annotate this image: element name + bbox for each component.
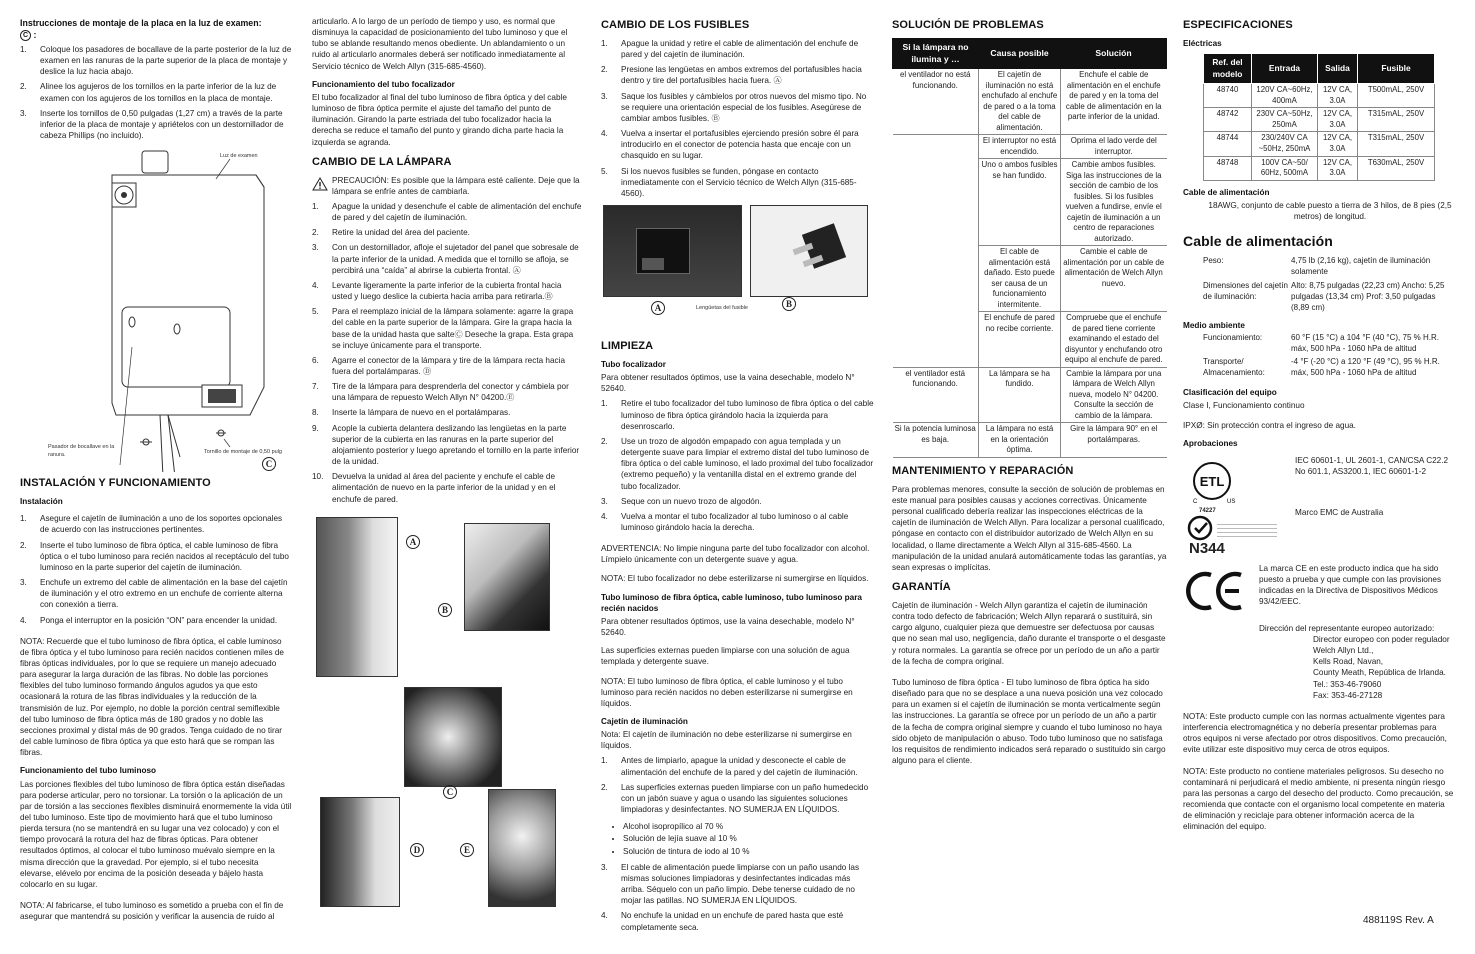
bullet-item: • Solución de tintura de iodo al 10 % — [623, 846, 874, 857]
trouble-cell-cause: La lámpara se ha fundido. — [979, 367, 1061, 423]
trouble-cell-solution: Oprima el lado verde del interruptor. — [1061, 135, 1167, 159]
trouble-cell-solution: Compruebe que el enchufe de pared tiene corriente examinando el estado del disyuntor y enchufando otro equipo al enchufe de pared. — [1061, 312, 1167, 368]
step-number: 1. — [601, 756, 608, 766]
step-text: Inserte el tubo luminoso de fibra óptica, el cable luminoso de fibra óptica o el tubo luminoso para recién nacidos al receptáculo del tubo luminoso en la parte superior del cajetín de iluminación. — [40, 540, 289, 572]
electrical-spec-table — [1203, 53, 1435, 181]
step-text: Alinee los agujeros de los tornillos en la parte inferior de la luz de examen con los agujeros de los tornillos en la placa de montaje. — [40, 82, 277, 103]
ce-mark-icon — [1185, 569, 1245, 613]
step-item — [601, 398, 874, 431]
trouble-cell-solution: Cambie el cable de alimentación por un cable de alimentación de Welch Allyn nuevo. — [1061, 246, 1167, 312]
step-number: 1. — [20, 514, 27, 524]
clean-steps-list — [601, 398, 874, 533]
warranty-box-text: Cajetín de iluminación - Welch Allyn garantiza el cajetín de iluminación contra todo defecto de fabricación; Welch Allyn reparará o sustituirá, sin cargo alguno, cualquier pieza que demuestre ser defectuosa por causas que no sean mal uso, negligencia, daño durante el transporte o el desgaste y rotura normales. La garantía se ofrece por un período de un año a partir de la fecha de compra original. — [892, 600, 1166, 666]
trouble-cell-symptom: el ventilador no está funcionando. — [893, 69, 979, 135]
step-text: Inserte la lámpara de nuevo en el portalámparas. — [332, 408, 511, 418]
spec-header-model: Ref. del modelo — [1204, 54, 1252, 84]
step-number: 2. — [601, 782, 608, 792]
ce-text: La marca CE en este producto indica que ha sido puesto a prueba y que cumple con las provisiones indicadas en la Directiva de Dispositivos Médicos 93/42/EEC. — [1259, 563, 1442, 607]
label-fuse-tabs: Lengüetas del fusible — [696, 304, 748, 311]
spec-value: 60 °F (15 °C) a 104 °F (40 °C), 75 % H.R. máx, 500 hPa - 1060 hPa de altitud — [1291, 332, 1439, 353]
step-item — [601, 436, 874, 492]
spec-key: Dimensiones del cajetín de iluminación: — [1203, 280, 1288, 301]
table-row — [1204, 83, 1435, 107]
step-number: 3. — [601, 862, 608, 872]
ctick-fine-print — [1217, 521, 1277, 539]
mounting-figure — [20, 147, 292, 472]
disinfectant-list — [623, 821, 874, 856]
spec-key: Transporte/ Almacenamiento: — [1203, 357, 1265, 378]
figure-c-photo-label: C — [443, 785, 457, 799]
spec-key: Peso: — [1203, 256, 1224, 266]
step-text: Presione las lengüetas en ambos extremos del portafusibles hacia dentro y tire del portafusibles hacia fuera. Ⓐ — [621, 65, 862, 86]
step-text: Si los nuevos fusibles se funden, póngase en contacto inmediatamente con el Servicio técnico de Welch Allyn (315-685-4560). — [621, 166, 857, 198]
caution-text: PRECAUCIÓN: Es posible que la lámpara esté caliente. Deje que la lámpara se enfríe antes de cambiarla. — [332, 175, 580, 196]
label-exam-light: Luz de examen — [220, 153, 258, 160]
step-item — [312, 227, 582, 238]
trouble-header-solution: Solución — [1061, 38, 1167, 68]
step-text: Con un destornillador, afloje el sujetador del panel que sobresale de la parte inferior de la unidad. A medida que el tornillo se afloja, se percibirá una “caída” al abrirse la cubierta frontal. Ⓐ — [332, 243, 579, 275]
exam-light-mount-illustration — [20, 147, 292, 472]
table-row — [1204, 108, 1435, 132]
step-number: 2. — [20, 540, 27, 550]
step-number: 2. — [20, 82, 27, 92]
step-number: 4. — [601, 129, 608, 139]
step-item — [601, 511, 874, 533]
figure-a-label: A — [406, 535, 420, 549]
step-item — [601, 128, 874, 161]
maintenance-text: Para problemas menores, consulte la sección de solución de problemas en este manual para posibles causas y acciones correctivas. Únicamente personal cualificado debería realizar las inspecciones eléctricas de la cajetín de iluminación de Welch Allyn. Para localizar a personal cualificado, póngase en contacto con el distribuidor autorizado de Welch Allyn en su localidad, o llame directamente a Welch Allyn al 315-685-4560. La manipulación de la unidad anulará automáticamente todas las garantías, ya sean expresas o implícitas. — [892, 484, 1167, 572]
step-number: 3. — [20, 108, 27, 118]
step-text: Vuelva a montar el tubo focalizador al tubo luminoso o al cable luminoso girándolo hacia la derecha. — [621, 511, 849, 532]
step-text: Retire la unidad del área del paciente. — [332, 228, 470, 238]
fuse-change-title: CAMBIO DE LOS FUSIBLES — [601, 19, 750, 31]
fuse-photos — [601, 205, 874, 331]
step-number: 10. — [312, 472, 324, 482]
spec-cell-fuse: T500mAL, 250V — [1358, 83, 1435, 107]
step-item — [601, 755, 874, 777]
step-item — [312, 280, 582, 302]
clean-fiber-text: Para obtener resultados óptimos, use la vaina desechable, modelo N° 52640. — [601, 616, 855, 638]
photo-c — [404, 687, 502, 787]
bullet-item: • Alcohol isopropílico al 70 % — [623, 821, 874, 832]
step-number: 3. — [601, 91, 608, 101]
step-number: 3. — [601, 496, 608, 506]
step-text: Levante ligeramente la parte inferior de la cubierta frontal hacia usted y luego deslice la cubierta hacia arriba para retirarla.Ⓑ — [332, 280, 562, 302]
step-number: 4. — [20, 615, 27, 625]
trouble-cell-cause: El cable de alimentación está dañado. Esto puede ser causa de un funcionamiento intermitente. — [979, 246, 1061, 312]
photo-b — [464, 523, 550, 631]
spec-cell-input: 120V CA~60Hz, 400mA — [1252, 83, 1318, 107]
clean-box-subtitle: Cajetín de iluminación — [601, 717, 688, 726]
table-row — [893, 246, 1167, 312]
power-cord-subtitle: Cable de alimentación — [1183, 187, 1270, 197]
environment-specs — [1183, 333, 1455, 380]
lamp-change-title: CAMBIO DE LA LÁMPARA — [312, 155, 452, 168]
note-fibers: NOTA: Recuerde que el tubo luminoso de fibra óptica, el cable luminoso de fibra óptica y el tubo luminoso para recién nacidos contienen miles de fibras ópticas individuales, por lo que se requiere un manejo adecuado para asegurar la larga duración de las fibras. No doble las porciones flexibles del tubo luminoso formando ángulos agudos ya que esto ocasionará la rotura de las fibras individuales y la reducción de la transmisión de luz. Por ejemplo, no doble la porción central semiflexible del tubo luminoso de fibra óptica más de 180 grados y no doble las secciones proximal y distal más de 90 grados. Tenga cuidado de no tirar del cable luminoso de fibra óptica ya que esto hará que se rompan las fibras. — [20, 636, 284, 758]
step-number: 4. — [312, 280, 319, 290]
spec-header-fuse: Fusible — [1358, 54, 1435, 84]
clean-fiber-subtitle: Tubo luminoso de fibra óptica, cable luminoso, tubo luminoso para recién nacidos — [601, 592, 862, 613]
classification-text: Clase I, Funcionamiento continuo — [1183, 401, 1305, 411]
warning-alcohol: ADVERTENCIA: No limpie ninguna parte del tubo focalizador con alcohol. Límpielo únicamente con un detergente suave y agua. — [601, 544, 870, 565]
figure-c-marker: C — [20, 30, 31, 41]
step-text: Para el reemplazo inicial de la lámpara solamente: agarre la grapa del cable en la parte superior de la lámpara. Gire la grapa hacia la base de la unidad hasta que salteⒸ Deseche la grapa. Esta grapa se incluye únicamente para el transporte. — [332, 307, 574, 350]
tube-continued-text: articularlo. A lo largo de un período de tiempo y uso, es normal que disminuya la capacidad de posicionamiento del tubo luminoso y que el tubo se ablande resultando menos obediente. Un ablandamiento o un ruido al articularlo anormales deberá ser notificado inmediatamente al Servicio técnico de Welch Allyn (315-685-4560). — [312, 17, 568, 71]
step-item — [601, 782, 874, 815]
step-text: Retire el tubo focalizador del tubo luminoso de fibra óptica o del cable luminoso de fibra óptica girándolo hacia la izquierda para desenroscarlo. — [621, 399, 874, 431]
note-environment: NOTA: Este producto no contiene materiales peligrosos. Su desecho no contaminará ni perjudicará el medio ambiente, ni presenta ningún riesgo para las personas a cargo del desecho del producto. Como precaución, se recomienda que contacte con el organismo local competente en materia de eliminación y reciclaje para obtener información acerca de la eliminación del equipo. — [1183, 766, 1454, 832]
power-cord-text: 18AWG, conjunto de cable puesto a tierra de 3 hilos, de 8 pies (2,5 metros) de longitud. — [1208, 200, 1452, 222]
step-item — [312, 306, 582, 351]
step-item — [312, 201, 582, 223]
trouble-cell-solution: Enchufe el cable de alimentación en el enchufe de pared y en la toma del cable de alimentación en la parte inferior de la unidad. — [1061, 69, 1167, 135]
column-5 — [1183, 14, 1455, 926]
step-text: Vuelva a insertar el portafusibles ejerciendo presión sobre él para introducirlo en el conector de potencia hasta que encaje con un chasquido en su lugar. — [621, 129, 859, 161]
step-text: Las superficies externas pueden limpiarse con un paño humedecido con un jabón suave y agua o usando las siguientes soluciones limpiadoras y desinfectantes. NO SUMERJA EN LÍQUIDOS. — [621, 782, 869, 815]
specifications-title: ESPECIFICACIONES — [1183, 19, 1293, 31]
figure-d-label: D — [410, 843, 424, 857]
step-text: El cable de alimentación puede limpiarse con un paño usando las mismas soluciones limpiadoras y desinfectantes indicadas más arriba. Séquelo con un paño limpio. Debe tenerse cuidado de no mojar las patillas. NO SUMERJA EN LÍQUIDOS. — [621, 862, 860, 906]
spec-cell-fuse: T630mAL, 250V — [1358, 156, 1435, 180]
step-text: Antes de limpiarlo, apague la unidad y desconecte el cable de alimentación del enchufe de la pared y del cajetín de iluminación. — [621, 756, 858, 777]
table-row — [1204, 156, 1435, 180]
approvals-block — [1183, 451, 1455, 557]
step-item — [601, 64, 874, 86]
trouble-cell-cause: Uno o ambos fusibles se han fundido. — [979, 159, 1061, 246]
table-row — [1204, 132, 1435, 156]
spec-row — [1203, 281, 1455, 314]
table-row — [893, 159, 1167, 246]
table-row — [893, 423, 1167, 458]
step-number: 4. — [601, 911, 608, 921]
trouble-header-symptom: Si la lámpara no ilumina y … — [893, 38, 979, 68]
column-2 — [312, 16, 582, 911]
lamp-caution — [312, 175, 582, 197]
warranty-title: GARANTÍA — [892, 581, 951, 594]
photo-d — [320, 797, 400, 907]
spec-header-input: Entrada — [1252, 54, 1318, 84]
etl-listed-mark-icon — [1187, 459, 1237, 509]
column-3 — [601, 14, 874, 939]
trouble-cell-solution: Cambie ambos fusibles. Siga las instrucciones de la sección de cambio de los fusibles. Si los fusibles vuelven a fundirse, envíe el cajetín de iluminación a un centro de reparaciones autorizado. — [1061, 159, 1167, 246]
address-line: Fax: 353-46-27128 — [1313, 690, 1383, 700]
step-number: 2. — [601, 436, 608, 446]
tube-operation-text: Las porciones flexibles del tubo luminoso de fibra óptica están diseñadas para poderse articular, pero no torsionar. La torsión o la aplicación de un par de torsión a las secciones flexibles disminuirá enormemente la vida útil del tubo luminoso. Este tipo de movimiento hará que el tubo luminoso pierda tersura (no se mantendrá en su lugar una vez colocado) y con el tiempo provocará la rotura del haz de fibras ópticas. Para obtener resultados óptimos, al colocar el tubo luminoso muévalo siempre en la misma dirección que la gravedad. Por ejemplo, si el tubo necesita elevarse, elévelo por encima de la posición deseada y bájelo hasta colocarlo en su lugar. — [20, 779, 292, 889]
lamp-photos — [312, 511, 582, 911]
photo-a — [316, 517, 398, 677]
environment-subtitle: Medio ambiente — [1183, 320, 1245, 330]
photo-fuses — [750, 205, 868, 297]
focus-tube-text: El tubo focalizador al final del tubo luminoso de fibra óptica y del cable luminoso de fibra óptica permite el ajuste del tamaño del punto de iluminación. Girando la parte estriada del tubo focalizador hacia la derecha se reduce el tamaño del punto y girando dicha parte hacia la izquierda se agranda. — [312, 92, 567, 147]
spec-row — [1203, 333, 1455, 355]
spec-cell-fuse: T315mAL, 250V — [1358, 108, 1435, 132]
clean-focus-subtitle: Tubo focalizador — [601, 359, 666, 369]
step-item — [20, 108, 292, 141]
step-item — [312, 242, 582, 275]
step-item — [312, 381, 582, 403]
trouble-cell-symptom — [893, 246, 979, 312]
fuse-steps-list — [601, 38, 874, 199]
address-line: Tel.: 353-46-79060 — [1313, 679, 1382, 689]
spec-cell-model: 48748 — [1204, 156, 1252, 180]
ce-block — [1183, 563, 1455, 623]
spec-cell-input: 100V CA~50/ 60Hz, 500mA — [1252, 156, 1318, 180]
classification-subtitle: Clasificación del equipo — [1183, 388, 1277, 398]
spec-value: -4 °F (-20 °C) a 120 °F (49 °C), 95 % H.R. máx, 500 hPa - 1060 hPa de altitud — [1291, 357, 1440, 378]
step-number: 1. — [601, 38, 608, 48]
troubleshooting-table — [892, 38, 1167, 458]
figure-fuse-b-label: B — [782, 297, 796, 311]
table-row — [893, 135, 1167, 159]
figure-b-label: B — [438, 603, 452, 617]
spec-cell-model: 48742 — [1204, 108, 1252, 132]
clean-focus-text: Para obtener resultados óptimos, use la vaina desechable, modelo N° 52640. — [601, 373, 855, 394]
address-line: Welch Allyn Ltd., — [1313, 646, 1374, 656]
trouble-cell-solution: Cambie la lámpara por una lámpara de Welch Allyn nueva, modelo N° 04200. Consulte la sección de cambio de la lámpara. — [1061, 367, 1167, 423]
tube-operation-title: Funcionamiento del tubo luminoso — [20, 766, 156, 776]
install-title: INSTALACIÓN Y FUNCIONAMIENTO — [20, 477, 211, 490]
bullet-item: • Solución de lejía suave al 10 % — [623, 833, 874, 844]
table-row — [893, 367, 1167, 423]
step-number: 8. — [312, 408, 319, 418]
step-number: 5. — [601, 166, 608, 176]
step-text: Asegure el cajetín de iluminación a uno de los soportes opcionales de acuerdo con las instrucciones pertinentes. — [40, 514, 283, 535]
c-tick-mark-icon — [1187, 515, 1213, 541]
trouble-cell-cause: El enchufe de pared no recibe corriente. — [979, 312, 1061, 368]
spec-cell-model: 48744 — [1204, 132, 1252, 156]
box-steps-list-2 — [601, 862, 874, 933]
address-line: Director europeo con poder regulador — [1313, 635, 1450, 645]
maintenance-title: MANTENIMIENTO Y REPARACIÓN — [892, 464, 1074, 477]
spec-cell-input: 230/240V CA ~50Hz, 250mA — [1252, 132, 1318, 156]
step-item — [601, 910, 874, 932]
note-emc: NOTA: Este producto cumple con las normas actualmente vigentes para interferencia electromagnética y no debería presentar problemas para otros equipos ni verse afectado por otros dispositivos. Como precaución, evite utilizar este dispositivo muy cerca de otros equipos. — [1183, 711, 1447, 755]
step-text: Acople la cubierta delantera deslizando las lengüetas en la parte superior de la cubierta en las ranuras en la parte superior del alojamiento posterior y luego apretando el tornillo en la parte inferior de la unidad. — [332, 423, 580, 467]
spec-cell-output: 12V CA, 3.0A — [1318, 132, 1358, 156]
step-text: Inserte los tornillos de 0,50 pulgadas (1,27 cm) a través de la parte inferior de la placa de montaje y apriételos con un destornillador de cabeza Phillips (no incluido). — [40, 108, 284, 140]
step-text: Saque los fusibles y cámbielos por otros nuevos del mismo tipo. No se requiere una orientación especial de los fusibles. Asegúrese de cambiar ambos fusibles. Ⓑ — [621, 91, 867, 123]
spec-row — [1203, 256, 1455, 278]
table-row — [893, 69, 1167, 135]
spec-cell-fuse: T315mAL, 250V — [1358, 132, 1435, 156]
step-item — [312, 355, 582, 377]
electrical-spec-rows — [1204, 83, 1435, 180]
step-number: 6. — [312, 355, 319, 365]
approvals-subtitle: Aprobaciones — [1183, 438, 1238, 448]
figure-c-label: C — [262, 457, 276, 471]
label-mount-screw: Tornillo de montaje de 0,50 pulg — [204, 449, 282, 456]
spec-key: Funcionamiento: — [1203, 332, 1263, 342]
spec-cell-output: 12V CA, 3.0A — [1318, 108, 1358, 132]
step-item — [601, 38, 874, 60]
warranty-tube-text: Tubo luminoso de fibra óptica - El tubo luminoso de fibra óptica ha sido diseñado para que no se desplace a una nueva posición una vez colocado para un examen si el cajetín de iluminación se monta verticalmente según las instrucciones. La garantía se ofrece por un período de un año a partir de la fecha de compra original siempre y cuando el tubo luminoso no haya sido objeto de manipulación o abuso. Todo tubo luminoso que no satisfaga los requisitos de rendimiento indicados será reparado o sustituido sin cargo alguno para el cliente. — [892, 677, 1166, 766]
step-item — [601, 862, 874, 907]
step-text: Apague la unidad y retire el cable de alimentación del enchufe de pared y del cajetín de iluminación. — [621, 38, 859, 60]
step-number: 1. — [601, 399, 608, 409]
step-number: 5. — [312, 307, 319, 317]
step-text: Devuelva la unidad al área del paciente y enchufe el cable de alimentación de nuevo en la parte inferior de la unidad y en el enchufe de pared. — [332, 472, 556, 504]
step-item — [20, 513, 292, 535]
trouble-cell-cause: La lámpara no está en la orientación óptima. — [979, 423, 1061, 458]
step-number: 2. — [312, 228, 319, 238]
spec-header-output: Salida — [1318, 54, 1358, 84]
svg-text:US: US — [1227, 498, 1236, 505]
etl-standards-text: IEC 60601-1, UL 2601-1, CAN/CSA C22.2 No 601.1, AS3200.1, IEC 60601-1-2 — [1295, 455, 1449, 477]
step-number: 9. — [312, 423, 319, 433]
box-steps-list — [601, 755, 874, 815]
address-line: Kells Road, Navan, — [1313, 657, 1384, 667]
mount-steps-list — [20, 44, 292, 141]
warning-triangle-icon — [312, 177, 328, 191]
photo-fuse-holder — [603, 205, 742, 297]
troubleshooting-title: SOLUCIÓN DE PROBLEMAS — [892, 19, 1044, 31]
step-number: 7. — [312, 382, 319, 392]
step-item — [601, 496, 874, 507]
step-text: Tire de la lámpara para desprenderla del conector y cámbiela por una lámpara de repuesto Welch Allyn N° 04200.Ⓔ — [332, 382, 569, 403]
trouble-cell-solution: Gire la lámpara 90° en el portalámparas. — [1061, 423, 1167, 458]
clean-box-note: Nota: El cajetín de iluminación no debe esterilizarse ni sumergirse en líquidos. — [601, 730, 852, 751]
trouble-cell-symptom — [893, 312, 979, 368]
troubleshooting-rows — [893, 69, 1167, 458]
step-text: Enchufe un extremo del cable de alimentación en la base del cajetín de iluminación y el otro extremo en un enchufe de corriente alterna con conexión a tierra. — [40, 578, 288, 610]
etl-number: 74227 — [1199, 507, 1216, 514]
step-number: 1. — [20, 44, 27, 54]
step-item — [20, 81, 292, 103]
step-text: Use un trozo de algodón empapado con agua templada y un detergente suave para limpiar el extremo distal del tubo luminoso de fibra óptica o del cable luminoso, el lado proximal del tubo focalizador (extremo pequeño) y la ventanilla distal en el extremo grande del tubo focalizador. — [621, 436, 874, 491]
step-item — [20, 577, 292, 610]
address-line: County Meath, República de Irlanda. — [1313, 668, 1446, 678]
lamp-steps-list — [312, 201, 582, 505]
trouble-cell-symptom: Si la potencia luminosa es baja. — [893, 423, 979, 458]
spec-cell-model: 48740 — [1204, 83, 1252, 107]
ipx-text: IPXØ: Sin protección contra el ingreso de agua. — [1183, 420, 1356, 430]
trouble-cell-symptom: el ventilador está funcionando. — [893, 367, 979, 423]
step-item — [20, 540, 292, 573]
spec-value: 4,75 lb (2,16 kg), cajetín de iluminación solamente — [1291, 256, 1431, 277]
step-item — [312, 471, 582, 504]
eu-rep-address — [1313, 634, 1455, 701]
eu-rep-title: Dirección del representante europeo autorizado: — [1259, 623, 1435, 633]
step-item — [20, 44, 292, 77]
figure-fuse-a-label: A — [651, 301, 665, 315]
note-focus-sterilize: NOTA: El tubo focalizador no debe esterilizarse ni sumergirse en líquidos. — [601, 574, 869, 584]
clean-fiber-text-2: Las superficies externas pueden limpiarse con una solución de agua templada y detergente suave. — [601, 646, 850, 667]
spec-cell-output: 12V CA, 3.0A — [1318, 156, 1358, 180]
step-number: 3. — [20, 578, 27, 588]
trouble-cell-cause: El interruptor no está encendido. — [979, 135, 1061, 159]
step-number: 3. — [312, 243, 319, 253]
emc-text: Marco EMC de Australia — [1295, 507, 1384, 517]
n344-mark: N344 — [1189, 539, 1225, 557]
step-item — [601, 91, 874, 124]
step-text: Ponga el interruptor en la posición “ON” para encender la unidad. — [40, 615, 278, 625]
cleaning-title: LIMPIEZA — [601, 339, 654, 352]
install-steps-list — [20, 513, 292, 625]
photo-e — [488, 789, 556, 907]
trouble-header-cause: Causa posible — [979, 38, 1061, 68]
trouble-cell-symptom — [893, 159, 979, 246]
install-subtitle: Instalación — [20, 497, 63, 507]
label-keyhole-slot: Pasador de bocallave en la ranura. — [48, 444, 115, 458]
svg-text:ETL: ETL — [1199, 473, 1225, 489]
step-number: 2. — [601, 65, 608, 75]
step-text: Agarre el conector de la lámpara y tire de la lámpara recta hacia fuera del portalámparas. Ⓓ — [332, 355, 566, 377]
spec-cell-output: 12V CA, 3.0A — [1318, 83, 1358, 107]
table-row — [893, 312, 1167, 368]
focus-tube-title: Funcionamiento del tubo focalizador — [312, 79, 455, 89]
note-fiber-sterilize: NOTA: El tubo luminoso de fibra óptica, el cable luminoso y el tubo luminoso para recién nacidos no deben esterilizarse ni sumergirse en líquidos. — [601, 676, 853, 708]
step-item — [601, 166, 874, 199]
svg-text:C: C — [1193, 498, 1198, 505]
column-4 — [892, 14, 1167, 773]
step-number: 1. — [312, 201, 319, 211]
physical-specs — [1183, 256, 1455, 313]
step-text: Coloque los pasadores de bocallave de la parte posterior de la luz de examen en las ranuras de la parte superior de la placa de montaje y deslice la luz hacia abajo. — [40, 44, 292, 77]
step-item — [312, 423, 582, 468]
step-text: Apague la unidad y desenchufe el cable de alimentación del enchufe de pared y del cajetín de iluminación. — [332, 201, 582, 223]
step-number: 4. — [601, 511, 608, 521]
trouble-cell-cause: El cajetín de iluminación no está enchufado al enchufe de pared o a la toma del cable de alimentación. — [979, 69, 1061, 135]
mount-title: Instrucciones de montaje de la placa en la luz de examen: C : — [20, 18, 262, 40]
document-id: 488119S Rev. A — [1363, 915, 1434, 926]
step-text: No enchufe la unidad en un enchufe de pared hasta que esté completamente seca. — [621, 911, 844, 932]
step-item — [20, 615, 292, 626]
trouble-cell-symptom — [893, 135, 979, 159]
figure-e-label: E — [460, 843, 474, 857]
note-manufacture: NOTA: Al fabricarse, el tubo luminoso es sometido a prueba con el fin de asegurar que mantendrá su posición y verificar la ausencia de ruido al — [20, 901, 284, 922]
spec-value: Alto: 8,75 pulgadas (22,23 cm) Ancho: 5,25 pulgadas (13,34 cm) Prof: 3,50 pulgadas (8,89 cm) — [1291, 280, 1445, 312]
column-1 — [20, 14, 292, 929]
step-text: Seque con un nuevo trozo de algodón. — [621, 496, 762, 506]
electrical-subtitle: Eléctricas — [1183, 38, 1222, 48]
step-item — [312, 407, 582, 418]
spec-cell-input: 230V CA~50Hz, 250mA — [1252, 108, 1318, 132]
power-cord-title: Cable de alimentación — [1183, 233, 1333, 250]
spec-row — [1203, 357, 1455, 379]
